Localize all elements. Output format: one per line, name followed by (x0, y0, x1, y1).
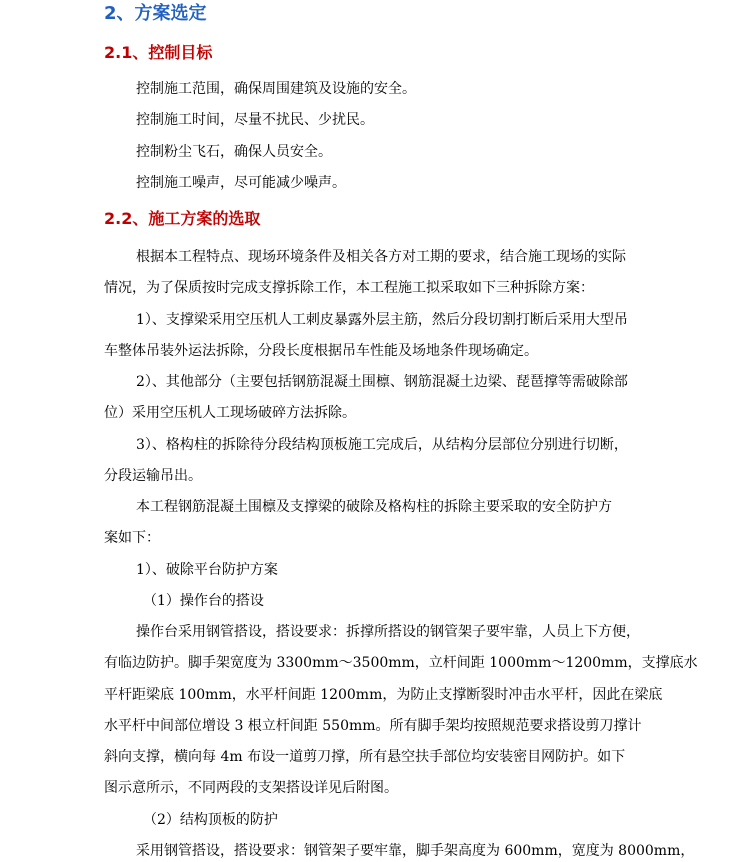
paragraph-line: 采用钢管搭设，搭设要求：钢管架子要牢靠，脚手架高度为 600mm，宽度为 8000mm， (136, 843, 695, 859)
subsection-heading-scheme: 2.2、施工方案的选取 (104, 209, 261, 228)
paragraph-line: 根据本工程特点、现场环境条件及相关各方对工期的要求，结合施工现场的实际 (136, 249, 626, 265)
paragraph-line: 水平杆中间部位增设 3 根立杆间距 550mm。所有脚手架均按照规范要求搭设剪刀撑计 (104, 718, 642, 734)
paragraph-line: 情况，为了保质按时完成支撑拆除工作，本工程施工拟采取如下三种拆除方案： (104, 280, 594, 296)
paragraph-line: 3）、格构柱的拆除待分段结构顶板施工完成后，从结构分层部位分别进行切断， (136, 437, 628, 453)
paragraph-line: 操作台采用钢管搭设，搭设要求：拆撑所搭设的钢管架子要牢靠，人员上下方便， (136, 624, 640, 640)
paragraph-line: 案如下： (104, 530, 160, 546)
list-heading: 1）、破除平台防护方案 (136, 562, 278, 578)
target-item: 控制粉尘飞石，确保人员安全。 (136, 144, 332, 160)
target-item: 控制施工时间，尽量不扰民、少扰民。 (136, 112, 374, 128)
paragraph-line: 1）、支撑梁采用空压机人工刺皮暴露外层主筋，然后分段切割打断后采用大型吊 (136, 312, 628, 328)
paragraph-line: 平杆距梁底 100mm，水平杆间距 1200mm，为防止支撑断裂时冲击水平杆，因此在梁底 (104, 687, 663, 703)
paragraph-line: 图示意所示，不同两段的支架搭设详见后附图。 (104, 780, 398, 796)
target-item: 控制施工范围，确保周围建筑及设施的安全。 (136, 81, 416, 97)
subsection-heading-control-target: 2.1、控制目标 (104, 43, 213, 62)
list-subheading: （1）操作台的搭设 (143, 593, 264, 609)
paragraph-line: 分段运输吊出。 (104, 468, 202, 484)
paragraph-line: 本工程钢筋混凝土围檩及支撑梁的破除及格构柱的拆除主要采取的安全防护方 (136, 499, 612, 515)
list-subheading: （2）结构顶板的防护 (143, 812, 278, 828)
paragraph-line: 有临边防护。脚手架宽度为 3300mm～3500mm，立杆间距 1000mm～1200mm，支撑底水 (104, 655, 698, 671)
paragraph-line: 位）采用空压机人工现场破碎方法拆除。 (104, 405, 356, 421)
paragraph-line: 车整体吊装外运法拆除，分段长度根据吊车性能及场地条件现场确定。 (104, 343, 538, 359)
paragraph-line: 斜向支撑，横向每 4m 布设一道剪刀撑，所有悬空扶手部位均安装密目网防护。如下 (104, 749, 626, 765)
section-heading: 2、方案选定 (104, 3, 207, 24)
target-item: 控制施工噪声，尽可能减少噪声。 (136, 175, 346, 191)
paragraph-line: 2）、其他部分（主要包括钢筋混凝土围檩、钢筋混凝土边梁、琵琶撑等需破除部 (136, 374, 628, 390)
